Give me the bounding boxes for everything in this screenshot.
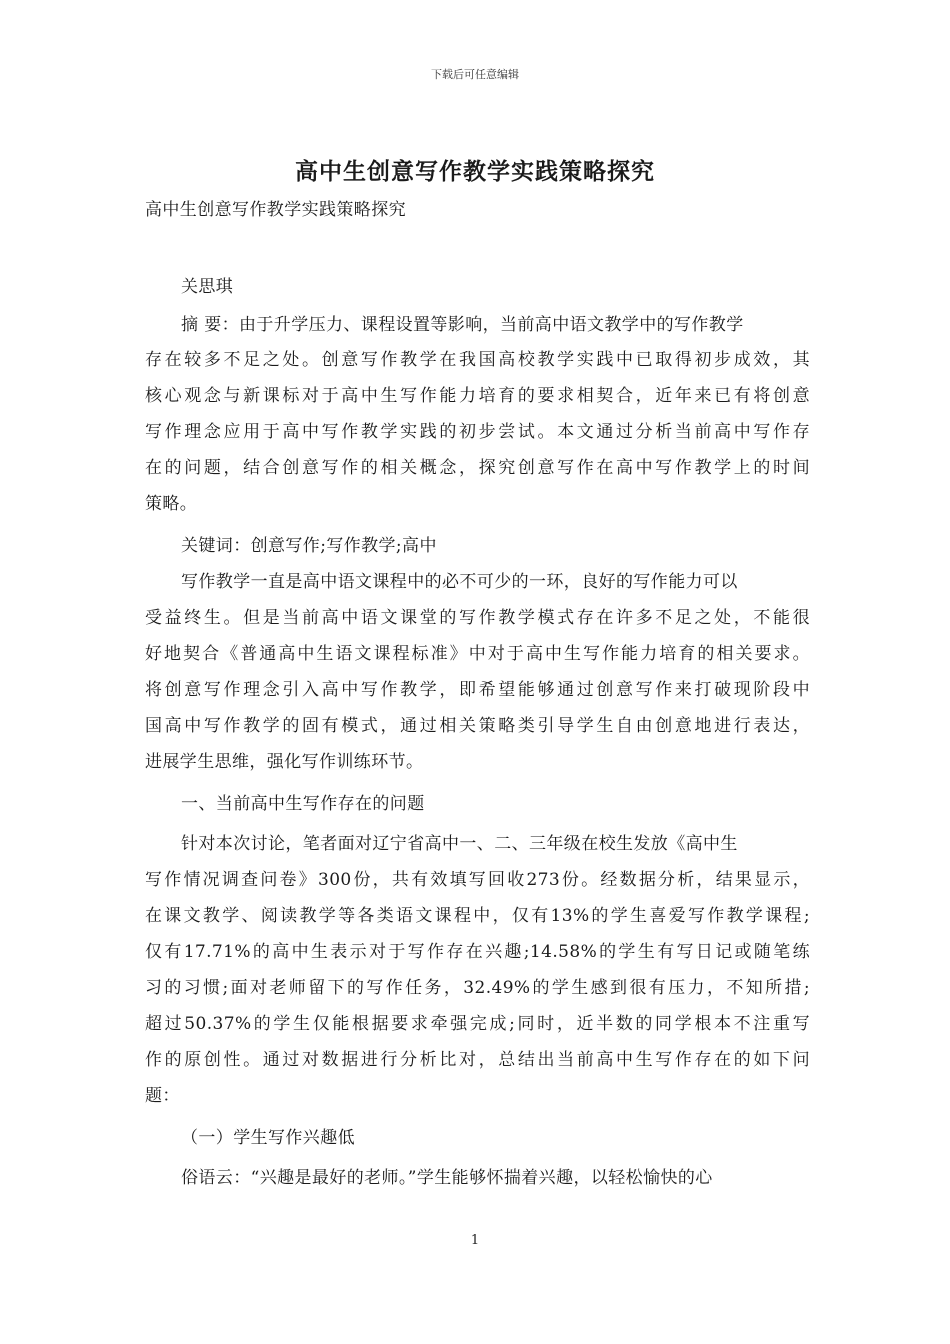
paragraph-line: 习的习惯;面对老师留下的写作任务，32.49%的学生感到很有压力，不知所措; — [145, 978, 810, 998]
paragraph-line: 题： — [145, 1086, 180, 1106]
paragraph-line: 针对本次讨论，笔者面对辽宁省高中一、二、三年级在校生发放《高中生 — [181, 834, 738, 854]
paragraph-line: 国高中写作教学的固有模式，通过相关策略类引导学生自由创意地进行表达， — [145, 716, 810, 736]
paragraph-line: 在课文教学、阅读教学等各类语文课程中，仅有13%的学生喜爱写作教学课程; — [145, 906, 810, 926]
paragraph-line: 进展学生思维，强化写作训练环节。 — [145, 752, 424, 772]
paragraph-line: 将创意写作理念引入高中写作教学，即希望能够通过创意写作来打破现阶段中 — [145, 680, 810, 700]
document-title: 高中生创意写作教学实践策略探究 — [295, 159, 655, 185]
section-heading: 一、当前高中生写作存在的问题 — [181, 794, 425, 814]
header-note: 下载后可任意编辑 — [431, 68, 519, 81]
paragraph-line: 超过50.37%的学生仅能根据要求牵强完成;同时，近半数的同学根本不注重写 — [145, 1014, 810, 1034]
paragraph-line: 写作情况调查问卷》300份，共有效填写回收273份。经数据分析，结果显示， — [145, 870, 810, 890]
page-number: 1 — [470, 1233, 480, 1248]
abstract-line: 核心观念与新课标对于高中生写作能力培育的要求相契合，近年来已有将创意 — [145, 386, 810, 406]
paragraph-line: 受益终生。但是当前高中语文课堂的写作教学模式存在许多不足之处，不能很 — [145, 608, 810, 628]
abstract-line: 摘 要：由于升学压力、课程设置等影响，当前高中语文教学中的写作教学 — [181, 315, 744, 335]
paragraph-line: 俗语云：“兴趣是最好的老师。”学生能够怀揣着兴趣，以轻松愉快的心 — [181, 1168, 713, 1188]
paragraph-line: 作的原创性。通过对数据进行分析比对，总结出当前高中生写作存在的如下问 — [145, 1050, 810, 1070]
keywords-line: 关键词：创意写作;写作教学;高中 — [181, 536, 437, 556]
abstract-line: 存在较多不足之处。创意写作教学在我国高校教学实践中已取得初步成效，其 — [145, 350, 810, 370]
abstract-line: 写作理念应用于高中写作教学实践的初步尝试。本文通过分析当前高中写作存 — [145, 422, 810, 442]
abstract-line: 在的问题，结合创意写作的相关概念，探究创意写作在高中写作教学上的时间 — [145, 458, 810, 478]
paragraph-line: 好地契合《普通高中生语文课程标准》中对于高中生写作能力培育的相关要求。 — [145, 644, 810, 664]
subsection-heading: （一）学生写作兴趣低 — [181, 1128, 355, 1148]
paragraph-line: 写作教学一直是高中语文课程中的必不可少的一环，良好的写作能力可以 — [181, 572, 738, 592]
paragraph-line: 仅有17.71%的高中生表示对于写作存在兴趣;14.58%的学生有写日记或随笔练 — [145, 942, 810, 962]
abstract-line: 策略。 — [145, 494, 198, 514]
author-line: 关思琪 — [181, 277, 234, 297]
subtitle-line: 高中生创意写作教学实践策略探究 — [145, 200, 406, 220]
